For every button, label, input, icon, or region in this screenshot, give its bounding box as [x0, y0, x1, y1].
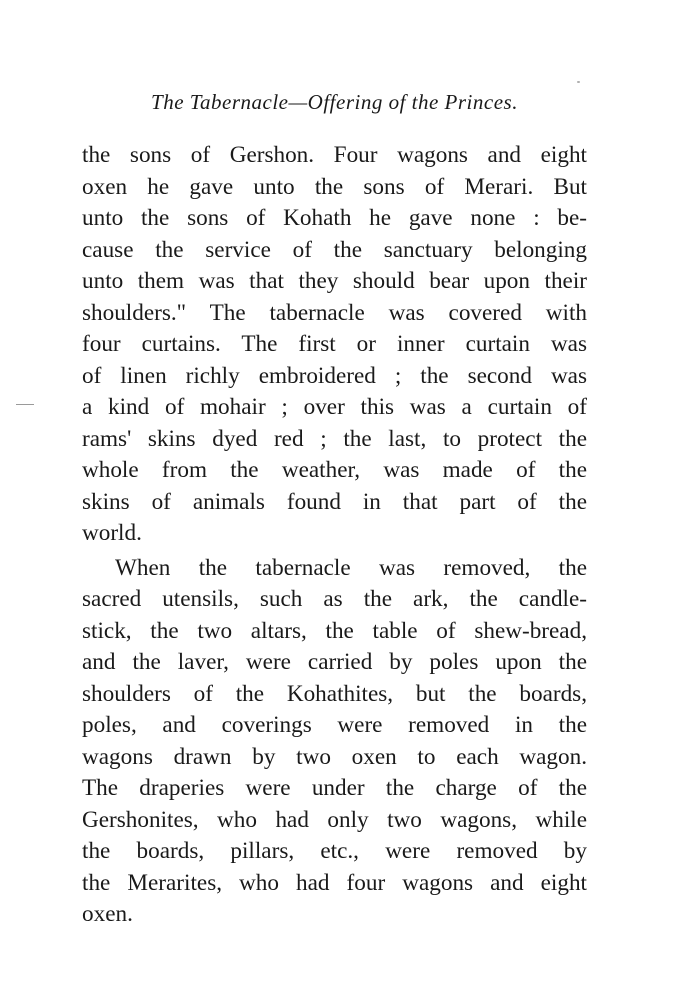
text-line: shoulders of the Kohathites, but the boards,: [82, 680, 587, 707]
text-line: skins of animals found in that part of the: [82, 488, 587, 515]
text-line: a kind of mohair ; over this was a curtain of: [82, 394, 587, 420]
running-header: The Tabernacle—Offering of the Princes.: [151, 90, 518, 114]
margin-mark: [16, 404, 34, 405]
text-line: world.: [82, 520, 142, 546]
text-line: The draperies were under the charge of the: [82, 775, 587, 801]
paragraph-1: [82, 140, 587, 550]
text-line: shoulders." The tabernacle was covered with: [82, 299, 587, 326]
text-line: the sons of Gershon. Four wagons and eight: [82, 142, 587, 168]
text-line: whole from the weather, was made of the: [82, 457, 587, 483]
text-line: stick, the two altars, the table of shew-bread,: [82, 617, 587, 644]
text-line: wagons drawn by two oxen to each wagon.: [82, 743, 587, 770]
text-line: unto the sons of Kohath he gave none : be-: [82, 205, 587, 231]
print-speck: [577, 81, 580, 83]
text-line: cause the service of the sanctuary belonging: [82, 236, 587, 263]
paragraph-2: [82, 553, 587, 931]
text-line: and the laver, were carried by poles upon the: [82, 649, 587, 675]
text-line: the Merarites, who had four wagons and eight: [82, 869, 587, 896]
text-line: of linen richly embroidered ; the second was: [82, 362, 587, 389]
text-line: the boards, pillars, etc., were removed by: [82, 838, 587, 864]
text-line: four curtains. The first or inner curtain was: [82, 331, 587, 357]
text-line: oxen.: [82, 901, 133, 927]
text-line: poles, and coverings were removed in the: [82, 712, 587, 738]
text-line: rams' skins dyed red ; the last, to protect the: [82, 425, 587, 452]
text-line: Gershonites, who had only two wagons, while: [82, 806, 587, 833]
text-line: oxen he gave unto the sons of Merari. But: [82, 173, 587, 200]
text-line: When the tabernacle was removed, the: [115, 554, 587, 581]
text-line: sacred utensils, such as the ark, the candle-: [82, 586, 587, 612]
text-line: unto them was that they should bear upon their: [82, 268, 587, 294]
body-text: [82, 140, 587, 931]
